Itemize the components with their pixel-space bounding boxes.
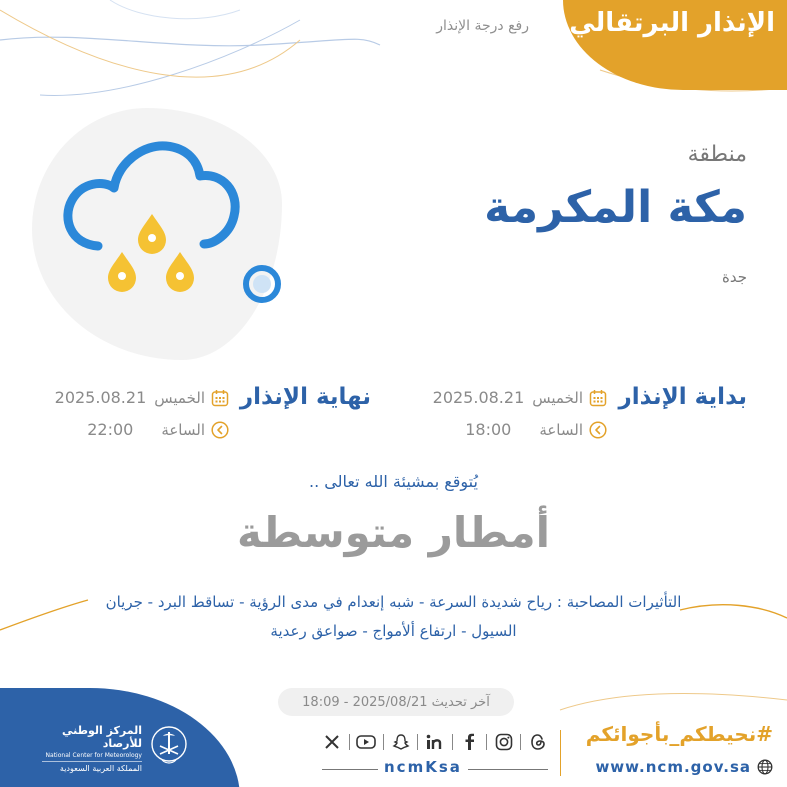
separator (452, 734, 453, 750)
ncm-logo-text (42, 724, 142, 773)
warning-status-subtitle: رفع درجة الإنذار (436, 18, 529, 34)
hashtag[interactable]: #نحيطكم_بأجوائكم (585, 722, 773, 746)
globe-icon (757, 759, 773, 775)
cloud-rain-icon (48, 126, 288, 306)
separator (520, 734, 521, 750)
warning-end-block (11, 384, 371, 444)
forecast-effects: التأثيرات المصاحبة : رياح شديدة السرعة - شبه إنعدام في مدى الرؤية - تساقط البرد - جريان السيول - ارتفاع ألأمواج - صواعق رعدية (105, 593, 682, 640)
x-icon[interactable] (322, 732, 342, 752)
forecast-headline: أمطار متوسطة (236, 508, 551, 557)
last-updated-pill: آخر تحديث 2025/08/21 - 18:09 (278, 688, 514, 716)
warning-start-time-label: الساعة (539, 420, 583, 439)
youtube-icon[interactable] (356, 732, 376, 752)
warning-level-title: الإنذار البرتقالي (569, 8, 775, 38)
threads-icon[interactable] (528, 732, 548, 752)
warning-start-block (387, 384, 747, 444)
social-handle[interactable]: ncmKsa (378, 758, 468, 776)
clock-chevron-icon (589, 421, 607, 439)
ncm-name-arabic: المركز الوطني للأرصاد (62, 724, 142, 750)
warning-start-title: بداية الإنذار (618, 384, 747, 410)
city-name: جدة (721, 268, 747, 286)
warning-end-time: 22:00 (87, 420, 134, 439)
snapchat-icon[interactable] (391, 732, 411, 752)
forecast-intro: يُتوقع بمشيئة الله تعالى .. (309, 472, 478, 491)
ncm-name-english: National Center for Meteorology (45, 752, 142, 759)
warning-end-time-row (87, 420, 229, 439)
website[interactable] (595, 758, 773, 776)
footer-divider (560, 730, 561, 776)
linkedin-icon[interactable] (425, 732, 445, 752)
warning-start-date: 2025.08.21 (432, 388, 525, 407)
warning-start-date-row (433, 388, 607, 407)
separator (383, 734, 384, 750)
warning-end-date: 2025.08.21 (54, 388, 147, 407)
instagram-icon[interactable] (494, 732, 514, 752)
region-label: منطقة (687, 142, 747, 167)
warning-start-time: 18:00 (465, 420, 512, 439)
separator (349, 734, 350, 750)
separator (486, 734, 487, 750)
warning-start-day: الخميس (532, 388, 583, 407)
calendar-icon (211, 389, 229, 407)
region-name: مكة المكرمة (484, 182, 747, 233)
separator (417, 734, 418, 750)
warning-end-time-label: الساعة (161, 420, 205, 439)
ncm-country: المملكة العربية السعودية (42, 761, 142, 773)
saudi-emblem-icon (150, 724, 188, 768)
facebook-icon[interactable] (459, 732, 479, 752)
warning-end-title: نهاية الإنذار (239, 384, 371, 410)
calendar-icon (589, 389, 607, 407)
clock-chevron-icon (211, 421, 229, 439)
warning-start-time-row (465, 420, 607, 439)
website-url[interactable]: www.ncm.gov.sa (595, 758, 751, 776)
social-icons-row (322, 730, 548, 754)
warning-end-day: الخميس (154, 388, 205, 407)
warning-end-date-row (55, 388, 229, 407)
